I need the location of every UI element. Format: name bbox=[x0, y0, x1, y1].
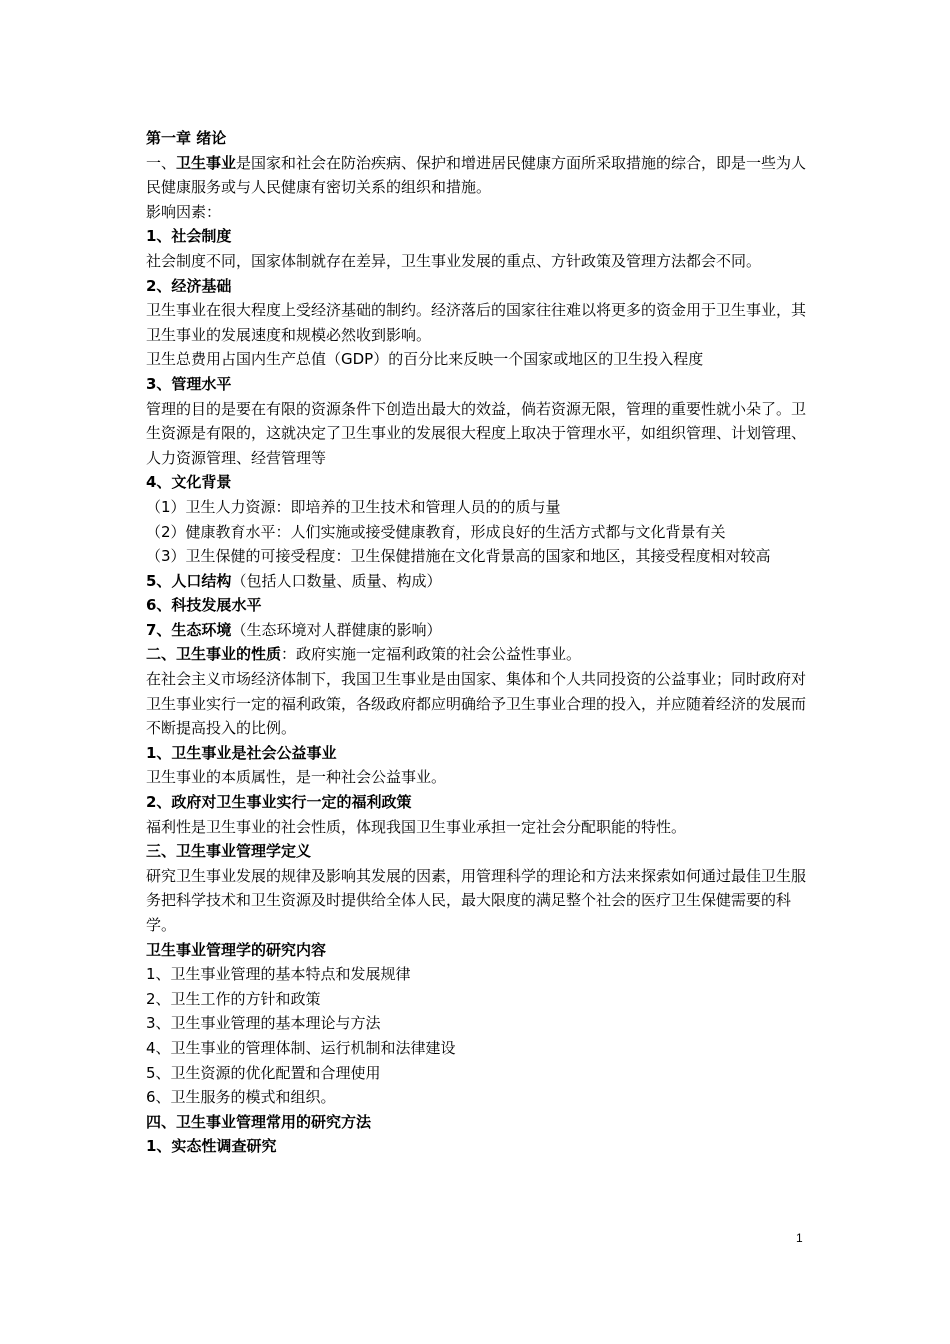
section-4-item-1: 1、实态性调查研究 bbox=[146, 1137, 277, 1156]
research-item: 6、卫生服务的模式和组织。 bbox=[146, 1088, 336, 1107]
factor-4-item-2: （2）健康教育水平：人们实施或接受健康教育，形成良好的生活方式都与文化背景有关 bbox=[146, 522, 726, 541]
section-2-point-1-text: 卫生事业的本质属性，是一种社会公益事业。 bbox=[146, 768, 447, 787]
factor-3-text: 管理的目的是要在有限的资源条件下创造出最大的效益，倘若资源无限，管理的重要性就小朵了。卫生资源是有限的，这就决定了卫生事业的发展很大程度上取决于管理水平，如组织管理、计划管理、人力资源管理、经营管理等 bbox=[146, 399, 807, 467]
factor-2-text-2: 卫生总费用占国内生产总值（GDP）的百分比来反映一个国家或地区的卫生投入程度 bbox=[146, 350, 704, 369]
factor-7 bbox=[146, 618, 810, 643]
factor-2-text-1: 卫生事业在很大程度上受经济基础的制约。经济落后的国家往往难以将更多的资金用于卫生事业，其卫生事业的发展速度和规模必然收到影响。 bbox=[146, 301, 807, 344]
page-number: 1 bbox=[796, 1231, 803, 1245]
section-2-point-2-title: 2、政府对卫生事业实行一定的福利政策 bbox=[146, 793, 412, 812]
factors-label: 影响因素： bbox=[146, 202, 222, 221]
factor-5-note: （包括人口数量、质量、构成） bbox=[231, 571, 442, 590]
section-1-def-text: 是国家和社会在防治疾病、保护和增进居民健康方面所采取措施的综合，即是一些为人民健康服务或与人民健康有密切关系的组织和措施。 bbox=[146, 153, 807, 197]
factor-2-title: 2、经济基础 bbox=[146, 276, 232, 295]
factor-1-title: 1、社会制度 bbox=[146, 227, 232, 246]
section-1-prefix: 一、 bbox=[146, 153, 177, 172]
factor-7-title: 7、生态环境 bbox=[146, 620, 232, 639]
research-item: 4、卫生事业的管理体制、运行机制和法律建设 bbox=[146, 1038, 456, 1057]
section-3-text: 研究卫生事业发展的规律及影响其发展的因素，用管理科学的理论和方法来探索如何通过最佳卫生服务把科学技术和卫生资源及时提供给全体人民，最大限度的满足整个社会的医疗卫生保健需要的科学。 bbox=[146, 866, 807, 934]
factor-3-title: 3、管理水平 bbox=[146, 374, 232, 393]
research-item: 3、卫生事业管理的基本理论与方法 bbox=[146, 1014, 381, 1033]
section-2-text: 在社会主义市场经济体制下，我国卫生事业是由国家、集体和个人共同投资的公益事业；同时政府对卫生事业实行一定的福利政策，各级政府都应明确给予卫生事业合理的投入，并应随着经济的发展而不断提高投入的比例。 bbox=[146, 670, 807, 738]
section-1-definition bbox=[146, 151, 810, 200]
research-item: 1、卫生事业管理的基本特点和发展规律 bbox=[146, 965, 411, 984]
chapter-title: 第一章 绪论 bbox=[146, 129, 227, 147]
factor-1-text: 社会制度不同，国家体制就存在差异，卫生事业发展的重点、方针政策及管理方法都会不同。 bbox=[146, 251, 762, 270]
factor-5-title: 5、人口结构 bbox=[146, 571, 232, 590]
factor-7-note: （生态环境对人群健康的影响） bbox=[231, 620, 442, 639]
factor-4-item-1: （1）卫生人力资源：即培养的卫生技术和管理人员的的质与量 bbox=[146, 497, 561, 516]
section-2-def: ：政府实施一定福利政策的社会公益性事业。 bbox=[281, 645, 582, 664]
section-4-title: 四、卫生事业管理常用的研究方法 bbox=[146, 1112, 372, 1131]
document-page bbox=[146, 126, 810, 1159]
section-2-title: 二、卫生事业的性质 bbox=[146, 645, 282, 664]
research-item: 5、卫生资源的优化配置和合理使用 bbox=[146, 1063, 381, 1082]
factor-4-title: 4、文化背景 bbox=[146, 473, 232, 492]
section-2-point-1-title: 1、卫生事业是社会公益事业 bbox=[146, 743, 337, 762]
section-1-term: 卫生事业 bbox=[176, 153, 237, 172]
factor-4-item-3: （3）卫生保健的可接受程度：卫生保健措施在文化背景高的国家和地区，其接受程度相对较高 bbox=[146, 547, 771, 566]
research-content-title: 卫生事业管理学的研究内容 bbox=[146, 940, 327, 959]
section-2-point-2-text: 福利性是卫生事业的社会性质，体现我国卫生事业承担一定社会分配职能的特性。 bbox=[146, 817, 687, 836]
section-3-title: 三、卫生事业管理学定义 bbox=[146, 842, 312, 861]
section-2-heading bbox=[146, 642, 810, 667]
research-item: 2、卫生工作的方针和政策 bbox=[146, 989, 321, 1008]
factor-5 bbox=[146, 569, 810, 594]
factor-6-title: 6、科技发展水平 bbox=[146, 596, 262, 615]
